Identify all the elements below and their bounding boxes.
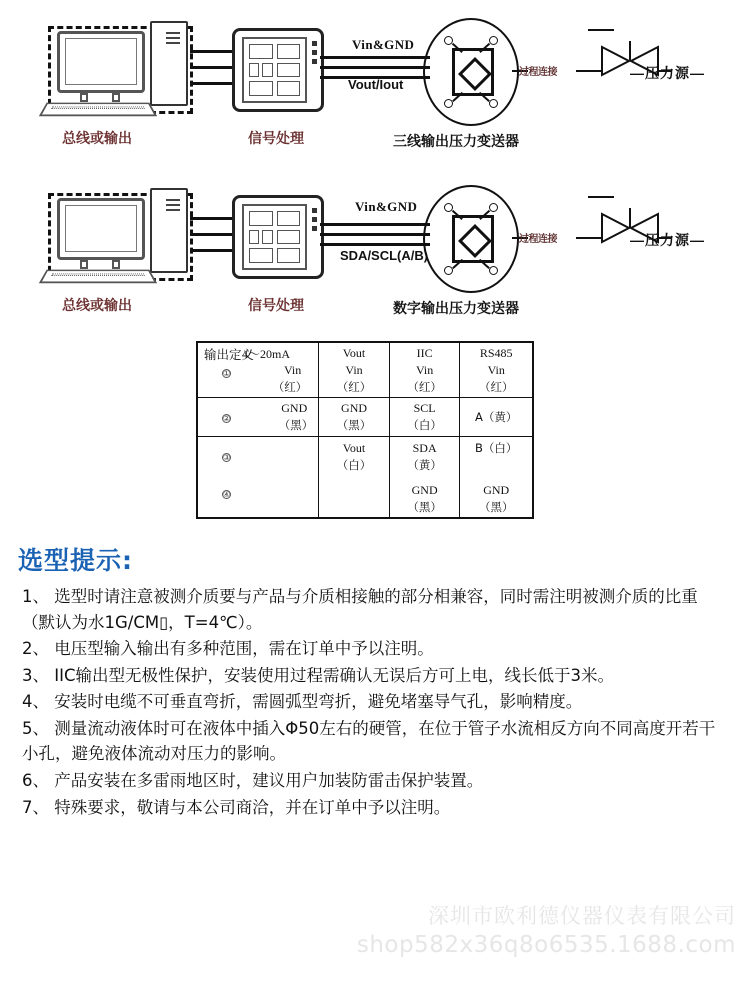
wire-label-bottom-2: SDA/SCL(A/B)	[340, 248, 429, 263]
cable-sensor-1	[320, 223, 430, 226]
tip-item-6: 6、 产品安装在多雷雨地区时，建议用户加装防雷击保护装置。	[22, 770, 484, 790]
cell-corner	[197, 342, 319, 398]
tip-item-1: 1、 选型时请注意被测介质要与产品与介质相接触的部分相兼容，同时需注明被测介质的比重（默认为水1G/CM▯，T=4℃）。	[22, 587, 698, 632]
cell-col-iic-row1	[389, 342, 460, 398]
bus-output-label-1: 总线或输出	[62, 131, 132, 147]
cell-r1c2-line1: Vin	[345, 363, 363, 378]
cell-r1c1-line2: （红）	[272, 380, 308, 395]
pin-marker-4: ④	[223, 489, 231, 499]
cell-col-iic-row34	[389, 436, 460, 518]
cell-r1c3-line2: （红）	[407, 380, 442, 395]
cell-r2c1-line1: GND	[281, 401, 308, 416]
pressure-sensor-icon	[423, 185, 519, 293]
cell-r2c2-line2: （黑）	[336, 418, 372, 433]
cell-r1c1-line1: Vin	[283, 363, 302, 378]
cell-marker-2	[197, 398, 319, 436]
output-definition-table	[196, 341, 534, 519]
cell-r3c2-line2: （白）	[336, 457, 372, 472]
cable-sensor-1	[320, 56, 430, 59]
monitor-stand-right	[112, 93, 120, 102]
selection-tips-list	[22, 584, 728, 821]
transmitter-caption-2: 数字输出压力变送器	[393, 300, 519, 316]
cell-r4c4-line1: GND	[483, 483, 510, 498]
cell-r3c3-line2: （黄）	[407, 457, 442, 472]
pressure-source-label-1: —压力源—	[630, 65, 705, 81]
signal-processing-box	[232, 195, 324, 279]
cell-col-iic-row2	[389, 398, 460, 436]
wire-label-bottom-1: Vout/Iout	[348, 77, 404, 92]
monitor-icon	[57, 31, 145, 93]
cell-col-rs485-row34	[460, 436, 533, 518]
cell-col-vout-row1	[319, 342, 390, 398]
cell-r1c2-line2: （红）	[336, 380, 372, 395]
pressure-source-label-2: —压力源—	[630, 232, 705, 248]
cable-bus-1	[190, 217, 236, 220]
cell-col-vout-row2	[319, 398, 390, 436]
cable-sensor-2	[320, 233, 430, 236]
wire-label-top-2: Vin&GND	[355, 199, 418, 214]
cable-bus-3	[190, 249, 236, 252]
signal-processing-label-1: 信号处理	[248, 131, 304, 147]
cell-r2c3-line1: SCL	[413, 401, 436, 416]
cell-r3c2-line1: Vout	[342, 440, 366, 455]
cable-bus-2	[190, 66, 236, 69]
process-link-right	[576, 70, 602, 72]
col-header-rs485: RS485	[479, 346, 513, 360]
diagram-digital-transmitter	[0, 175, 750, 325]
tip-item-3: 3、 IIC输出型无极性保护，安装使用过程需确认无误后方可上电，线长低于3米。	[22, 665, 614, 685]
cell-r2c4-line1: A（黄）	[475, 409, 518, 424]
cell-r3c4-line1: B（白）	[475, 440, 518, 455]
cell-col-rs485-row1	[460, 342, 533, 398]
cable-sensor-2	[320, 66, 430, 69]
cable-bus-1	[190, 50, 236, 53]
cell-r2c3-line2: （白）	[407, 418, 442, 433]
cell-r3c3-line1: SDA	[412, 440, 437, 455]
computer-tower-icon	[150, 188, 188, 273]
pin-marker-3: ③	[223, 452, 231, 462]
monitor-stand-left	[80, 260, 88, 269]
wire-label-top-1: Vin&GND	[352, 37, 415, 52]
tip-item-5: 5、 测量流动液体时可在液体中插入Φ50左右的硬管，在位于管子水流相反方向不同高度开若干小孔，避免液体流动对压力的影响。	[22, 718, 716, 764]
status-leds	[312, 41, 317, 68]
bus-output-label-2: 总线或输出	[62, 298, 132, 314]
process-connection-label-1: 过程连接	[519, 67, 557, 78]
watermark-shop-url: shop582x36q8o6535.1688.com	[356, 932, 736, 958]
table-row	[197, 398, 533, 436]
cell-col-rs485-row2	[460, 398, 533, 436]
computer-tower-icon	[150, 21, 188, 106]
keyboard-icon	[39, 103, 157, 117]
cable-bus-3	[190, 82, 236, 85]
cell-r2c1-line2: （黑）	[278, 418, 314, 433]
process-connection-label-2: 过程连接	[519, 234, 557, 245]
tip-item-7: 7、 特殊要求，敬请与本公司商洽，并在订单中予以注明。	[22, 797, 451, 817]
watermark	[0, 900, 750, 958]
cell-r4c3-line1: GND	[411, 483, 438, 498]
cell-r1c3-line1: Vin	[415, 363, 434, 378]
cell-r2c2-line1: GND	[341, 401, 368, 416]
cell-r1c4-line2: （红）	[478, 380, 514, 395]
table-row	[197, 436, 533, 518]
cell-markers-3-4	[197, 436, 319, 518]
valve-stem-top	[588, 29, 614, 31]
table-row	[197, 342, 533, 398]
tip-item-2: 2、 电压型输入输出有多种范围，需在订单中予以注明。	[22, 639, 434, 659]
signal-processing-box	[232, 28, 324, 112]
col-header-vout: Vout	[342, 346, 366, 360]
keyboard-icon	[39, 270, 157, 284]
cable-bus-2	[190, 233, 236, 236]
col-header-4-20ma: 4～20mA	[242, 347, 291, 361]
monitor-icon	[57, 198, 145, 260]
cable-sensor-3	[320, 243, 430, 246]
pressure-sensor-icon	[423, 18, 519, 126]
diagram-three-wire-transmitter	[0, 8, 750, 158]
signal-processing-label-2: 信号处理	[248, 298, 304, 314]
cell-r4c3-line2: （黑）	[407, 500, 442, 515]
cell-col-vout-row34	[319, 436, 390, 518]
col-header-iic: IIC	[416, 346, 433, 360]
valve-stem-top	[588, 196, 614, 198]
pin-marker-1: ①	[223, 369, 231, 378]
watermark-company-name: 深圳市欧利德仪器仪表有限公司	[428, 904, 736, 928]
table-corner-label: 输出定义	[204, 347, 255, 362]
selection-tips-heading: 选型提示:	[18, 546, 133, 575]
cell-r4c4-line2: （黑）	[478, 500, 514, 515]
status-leds	[312, 208, 317, 235]
pin-marker-2: ②	[223, 414, 231, 424]
transmitter-caption-1: 三线输出压力变送器	[393, 133, 519, 149]
process-link-right	[576, 237, 602, 239]
monitor-stand-left	[80, 93, 88, 102]
monitor-stand-right	[112, 260, 120, 269]
tip-item-4: 4、 安装时电缆不可垂直弯折，需圆弧型弯折，避免堵塞导气孔，影响精度。	[22, 692, 583, 712]
cell-r1c4-line1: Vin	[487, 363, 505, 378]
